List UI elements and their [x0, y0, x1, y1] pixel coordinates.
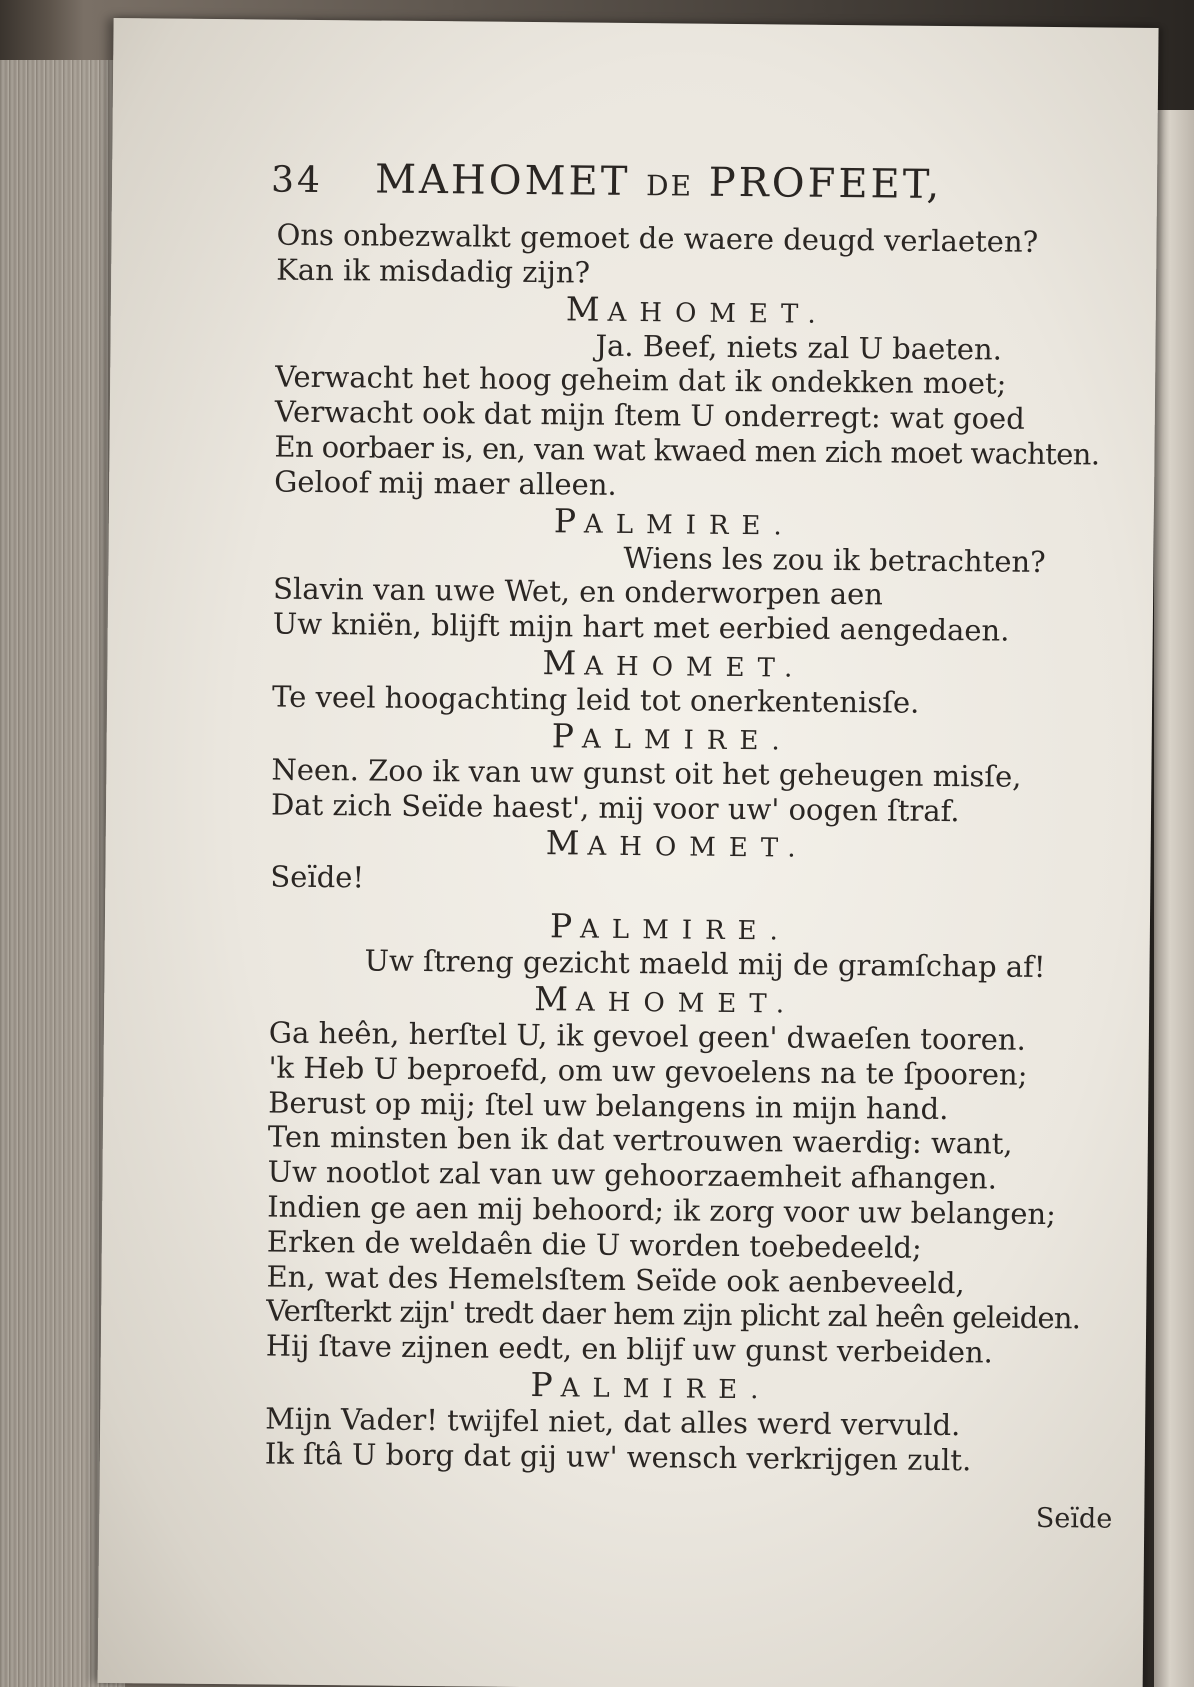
- page-text: [264, 156, 1113, 1535]
- verse-line: Kan ik misdadig zijn?: [276, 252, 591, 290]
- verse-line: Neen. Zoo ik van uw gunst oit het geheugen misſe,: [271, 752, 1022, 794]
- speaker-rest: ALMIRE.: [581, 724, 793, 757]
- facing-page-edge: [1154, 110, 1194, 1687]
- verse-line: Hij ſtave zijnen eedt, en blijf uw gunst verbeiden.: [265, 1328, 994, 1370]
- speaker-rest: ALMIRE.: [583, 509, 795, 542]
- verse-line: Uw nootlot zal van uw gehoorzaemheit afhangen.: [267, 1154, 998, 1196]
- verse-line: Ons onbezwalkt gemoet de waere deugd verlaeten?: [276, 217, 1039, 259]
- running-header: [270, 156, 1098, 226]
- verse-line: Ja. Beef, niets zal U baeten.: [595, 328, 1003, 367]
- speaker-initial: P: [551, 716, 583, 756]
- speaker-initial: P: [553, 500, 585, 541]
- verse-line: Verwacht het hoog geheim dat ik ondekken moet;: [275, 359, 1007, 401]
- running-title-name: MAHOMET: [374, 156, 631, 205]
- verse-line: Geloof mij maer alleen.: [274, 464, 617, 502]
- speaker-initial: P: [549, 906, 581, 946]
- verse-line: Ten minsten ben ik dat vertrouwen waerdig: want,: [267, 1119, 1013, 1162]
- verse-line: Mijn Vader! twijfel niet, dat alles werd vervuld.: [265, 1401, 961, 1443]
- speaker-initial: P: [530, 1364, 561, 1405]
- book-page: [98, 18, 1159, 1687]
- running-title-profeet: PROFEET,: [708, 159, 943, 208]
- verse-line: En, wat des Hemelsſtem Seïde ook aenbeveeld,: [266, 1259, 965, 1300]
- verse-line: Te veel hoogachting leid tot onerkentenisſe.: [271, 679, 920, 720]
- speaker-rest: AHOMET.: [584, 651, 806, 684]
- verse-line: Erken de weldaên die U worden toebedeeld;: [266, 1224, 922, 1265]
- speaker-initial: M: [545, 823, 588, 863]
- speaker-rest: ALMIRE.: [560, 1373, 772, 1406]
- verse-line: Slavin van uwe Wet, en onderworpen aen: [272, 571, 884, 612]
- verse-line: 'k Heb U beproefd, om uw gevoelens na te ſpooren;: [268, 1050, 1028, 1092]
- speaker-initial: M: [542, 643, 585, 683]
- running-title: [374, 156, 943, 208]
- verse-line: Seïde!: [270, 859, 365, 895]
- verse-line: Berust op mij; ſtel uw belangens in mijn hand.: [268, 1085, 949, 1126]
- running-title-de: DE: [645, 169, 694, 203]
- verse-line: Wiens les zou ik betrachten?: [623, 540, 1046, 579]
- verse-line: Indien ge aen mij behoord; ik zorg voor uw belangen;: [267, 1189, 1057, 1232]
- verse-line: Ik ſtâ U borg dat gij uw' wensch verkrijgen zult.: [264, 1436, 972, 1478]
- verse-line: Uw kniën, blijft mijn hart met eerbied aengedaen.: [272, 606, 1010, 648]
- page-number: 34: [270, 159, 324, 202]
- verse-line: Verſterkt zijn' tredt daer hem zijn plicht zal heên geleiden.: [266, 1293, 1081, 1336]
- speaker-rest: AHOMET.: [575, 987, 798, 1020]
- speaker-initial: M: [534, 979, 577, 1019]
- speaker-initial: M: [565, 288, 608, 329]
- verse-line: En oorbaer is, en, van wat kwaed men zich moet wachten.: [274, 429, 1100, 472]
- verse-line: Ga heên, herſtel U, ik gevoel geen' dwaeſen tooren.: [268, 1015, 1026, 1057]
- speaker-rest: ALMIRE.: [579, 914, 792, 947]
- verse-line: Uw ſtreng gezicht maeld mij de gramſchap af!: [364, 943, 1046, 985]
- speaker-rest: AHOMET.: [607, 297, 829, 330]
- catchword: Seïde: [1035, 1502, 1113, 1535]
- verse-line: Dat zich Seïde haest', mij voor uw' oogen ſtraf.: [270, 787, 960, 828]
- verse-line: Verwacht ook dat mijn ſtem U onderregt: wat goed: [274, 394, 1025, 436]
- speaker-rest: AHOMET.: [587, 831, 809, 865]
